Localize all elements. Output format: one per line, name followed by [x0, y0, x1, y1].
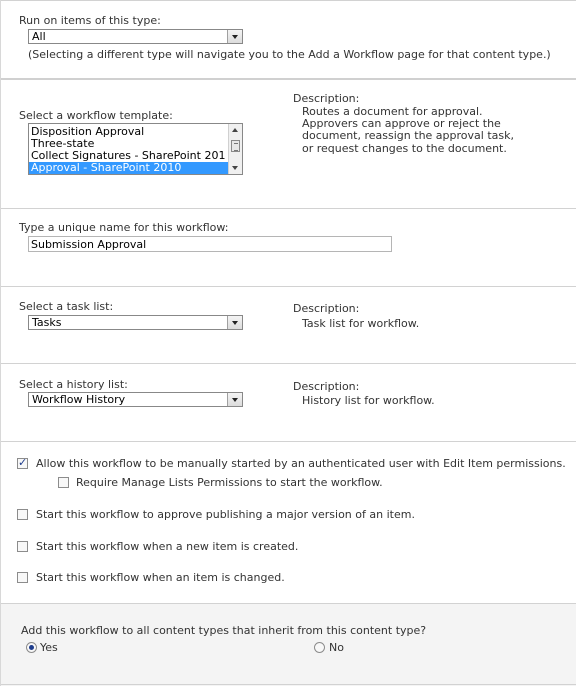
manage-lists-checkbox[interactable] [58, 477, 69, 488]
template-desc-line: or request changes to the document. [302, 142, 507, 155]
divider [1, 78, 576, 80]
scroll-thumb[interactable] [231, 140, 240, 152]
template-option[interactable]: Three-state [31, 137, 95, 150]
task-list-select[interactable] [28, 315, 243, 330]
name-label: Type a unique name for this workflow: [19, 221, 229, 234]
divider [1, 363, 576, 364]
inherit-question: Add this workflow to all content types that inherit from this content type? [21, 624, 427, 637]
template-label: Select a workflow template: [19, 109, 173, 122]
scroll-up-icon[interactable] [232, 128, 238, 132]
workflow-name-input[interactable] [29, 237, 391, 251]
chevron-down-icon [232, 398, 238, 402]
task-desc: Task list for workflow. [302, 317, 420, 330]
dropdown-button[interactable] [227, 316, 242, 329]
content-type-select[interactable] [28, 29, 243, 44]
inherit-section [1, 604, 576, 686]
major-version-label: Start this workflow to approve publishing a major version of an item. [36, 508, 415, 521]
item-changed-checkbox[interactable] [17, 572, 28, 583]
dropdown-button[interactable] [227, 393, 242, 406]
template-desc-label: Description: [293, 92, 360, 105]
scroll-down-icon[interactable] [232, 166, 238, 170]
divider [1, 286, 576, 287]
item-changed-label: Start this workflow when an item is changed. [36, 571, 285, 584]
template-desc-line: document, reassign the approval task, [302, 129, 514, 142]
yes-radio[interactable] [26, 642, 37, 653]
dropdown-button[interactable] [227, 30, 242, 43]
checkmark-icon: ✓ [18, 456, 28, 469]
manual-start-checkbox[interactable] [17, 458, 28, 469]
radio-dot-icon [29, 645, 34, 650]
listbox-scrollbar[interactable] [228, 124, 242, 174]
history-desc-label: Description: [293, 380, 360, 393]
task-desc-label: Description: [293, 302, 360, 315]
history-label: Select a history list: [19, 378, 128, 391]
content-type-value: All [32, 30, 46, 43]
task-label: Select a task list: [19, 300, 114, 313]
type-note: (Selecting a different type will navigate you to the Add a Workflow page for that content type.) [28, 48, 551, 61]
major-version-checkbox[interactable] [17, 509, 28, 520]
history-list-value: Workflow History [32, 393, 126, 406]
manage-lists-label: Require Manage Lists Permissions to start the workflow. [76, 476, 383, 489]
chevron-down-icon [232, 321, 238, 325]
no-label: No [329, 641, 344, 654]
history-list-select[interactable] [28, 392, 243, 407]
template-desc-line: Routes a document for approval. [302, 105, 483, 118]
template-desc-line: Approvers can approve or reject the [302, 117, 501, 130]
divider [1, 0, 576, 1]
chevron-down-icon [232, 35, 238, 39]
new-item-checkbox[interactable] [17, 541, 28, 552]
yes-label: Yes [40, 641, 58, 654]
divider [1, 208, 576, 209]
template-option[interactable]: Collect Signatures - SharePoint 201 [31, 149, 226, 162]
type-label: Run on items of this type: [19, 14, 161, 27]
template-option-selected[interactable]: Approval - SharePoint 2010 [29, 162, 228, 174]
template-option[interactable]: Disposition Approval [31, 125, 145, 138]
manual-start-label: Allow this workflow to be manually started by an authenticated user with Edit Item permissions. [36, 457, 566, 470]
no-radio[interactable] [314, 642, 325, 653]
workflow-template-listbox[interactable] [28, 123, 243, 175]
new-item-label: Start this workflow when a new item is created. [36, 540, 299, 553]
divider [1, 684, 576, 685]
workflow-name-field[interactable] [28, 236, 392, 252]
task-list-value: Tasks [32, 316, 62, 329]
history-desc: History list for workflow. [302, 394, 435, 407]
divider [1, 441, 576, 442]
